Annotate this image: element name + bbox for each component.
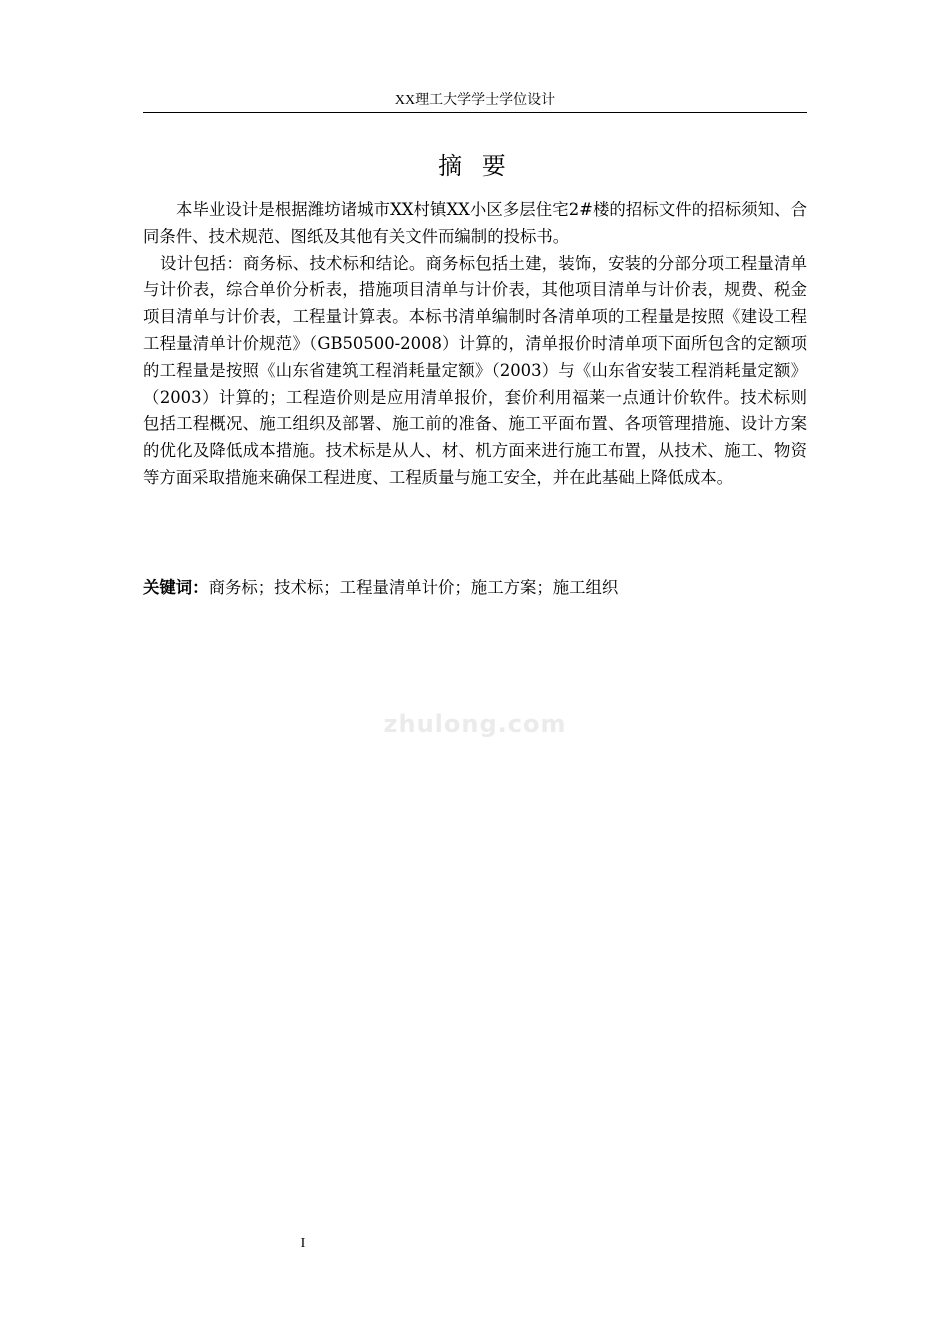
running-header: XX理工大学学士学位设计 [394,93,556,108]
page-number: I [300,1236,306,1251]
keywords-text: 商务标；技术标；工程量清单计价；施工方案；施工组织 [208,578,619,597]
header-rule [143,112,807,113]
abstract-title: 摘 要 [438,152,512,181]
keywords-label: 关键词： [143,578,209,597]
abstract-body [143,197,807,492]
abstract-paragraph-1: 本毕业设计是根据潍坊诸城市XX村镇XX小区多层住宅2#楼的招标文件的招标须知、合同条件、技术规范、图纸及其他有关文件而编制的投标书。 [143,200,807,246]
watermark: zhulong.com [383,710,567,738]
abstract-paragraph-2: 设计包括：商务标、技术标和结论。商务标包括土建，装饰，安装的分部分项工程量清单与计价表，综合单价分析表，措施项目清单与计价表，其他项目清单与计价表，规费、税金项目清单与计价表，工程量计算表。本标书清单编制时各清单项的工程量是按照《建设工程工程量清单计价规范》（GB50500-2008）计算的，清单报价时清单项下面所包含的定额项的工程量是按照《山东省建筑工程消耗量定额》（2003）与《山东省安装工程消耗量定额》（2003）计算的；工程造价则是应用清单报价，套价利用福莱一点通计价软件。技术标则包括工程概况、施工组织及部署、施工前的准备、施工平面布置、各项管理措施、设计方案的优化及降低成本措施。技术标是从人、材、机方面来进行施工布置，从技术、施工、物资等方面采取措施来确保工程进度、工程质量与施工安全，并在此基础上降低成本。 [143,253,807,487]
keywords-line [143,575,807,601]
